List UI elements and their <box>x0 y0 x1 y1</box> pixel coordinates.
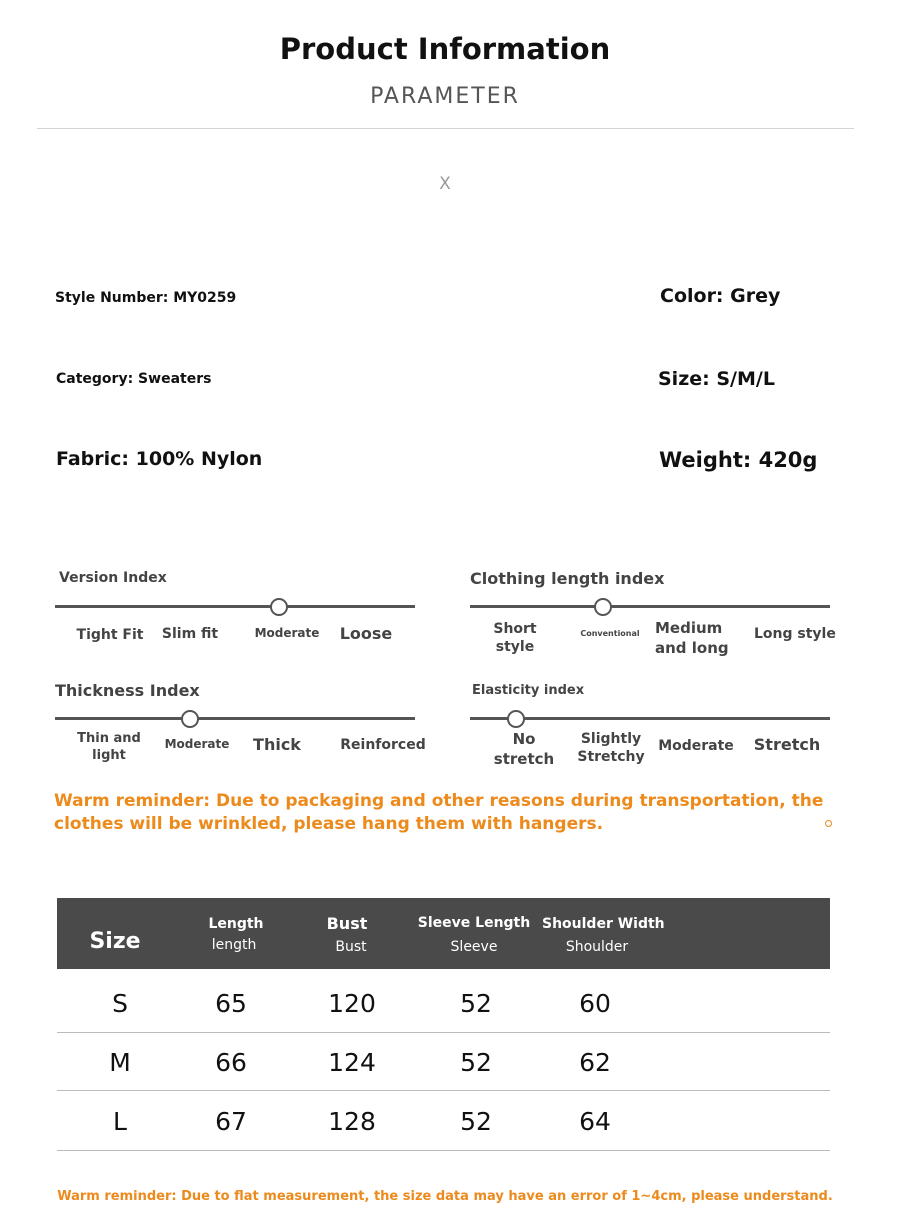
elasticity-option-stretch: Stretch <box>753 735 821 754</box>
elasticity-option-moderate: Moderate <box>658 738 734 754</box>
version-option-loose: Loose <box>339 624 393 643</box>
thickness-index-track <box>55 717 415 720</box>
col-shoulder-sub: Shoulder <box>565 939 629 955</box>
col-shoulder-label: Shoulder Width <box>542 916 665 932</box>
measurement-reminder: Warm reminder: Due to flat measurement, the size data may have an error of 1~4cm, please understand. <box>57 1189 833 1204</box>
page-subtitle: PARAMETER <box>370 84 520 109</box>
length-option-short: Short style <box>493 621 537 656</box>
decorative-dot-icon <box>825 820 832 827</box>
elasticity-option-slight: Slightly Stretchy <box>577 731 645 766</box>
table-cell-shoulder: 60 <box>579 989 611 1018</box>
table-cell-sleeve: 52 <box>460 1107 492 1136</box>
col-sleeve-sub: Sleeve <box>450 939 498 955</box>
version-index-title: Version Index <box>59 570 167 586</box>
length-index-knob <box>594 598 612 616</box>
table-cell-size: S <box>112 989 128 1018</box>
col-sleeve-label: Sleeve Length <box>417 915 531 931</box>
thickness-option-thin: Thin and light <box>77 731 141 763</box>
version-option-tight: Tight Fit <box>76 627 144 643</box>
table-cell-shoulder: 62 <box>579 1048 611 1077</box>
table-cell-sleeve: 52 <box>460 989 492 1018</box>
length-option-medium: Medium and long <box>655 619 729 657</box>
table-cell-size: L <box>113 1107 127 1136</box>
category-info: Category: Sweaters <box>56 371 212 387</box>
version-option-moderate: Moderate <box>254 626 320 640</box>
table-cell-bust: 128 <box>328 1107 376 1136</box>
close-mark: X <box>439 174 451 194</box>
table-row-divider <box>57 1032 830 1033</box>
table-cell-length: 66 <box>215 1048 247 1077</box>
color-info: Color: Grey <box>660 285 781 307</box>
header-divider <box>37 128 854 129</box>
table-row-divider <box>57 1090 830 1091</box>
table-cell-length: 67 <box>215 1107 247 1136</box>
version-index-track <box>55 605 415 608</box>
fabric-info: Fabric: 100% Nylon <box>56 448 263 470</box>
col-bust-label: Bust <box>326 914 368 933</box>
thickness-option-thick: Thick <box>253 735 301 754</box>
version-option-slim: Slim fit <box>161 626 219 642</box>
table-cell-bust: 124 <box>328 1048 376 1077</box>
weight-info: Weight: 420g <box>659 448 818 472</box>
page-title: Product Information <box>279 32 611 66</box>
table-cell-bust: 120 <box>328 989 376 1018</box>
thickness-index-knob <box>181 710 199 728</box>
version-index-knob <box>270 598 288 616</box>
size-table-header <box>57 898 830 969</box>
elasticity-index-knob <box>507 710 525 728</box>
col-size-label: Size <box>89 929 141 954</box>
col-length-sub: length <box>211 937 257 953</box>
table-cell-size: M <box>109 1048 131 1077</box>
style-number: Style Number: MY0259 <box>55 290 237 306</box>
elasticity-option-none: No stretch <box>493 730 555 768</box>
length-option-long: Long style <box>754 626 836 642</box>
length-option-conventional: Conventional <box>580 629 640 638</box>
elasticity-index-title: Elasticity index <box>472 683 585 698</box>
thickness-option-moderate: Moderate <box>164 737 230 751</box>
size-info: Size: S/M/L <box>658 368 775 390</box>
table-cell-length: 65 <box>215 989 247 1018</box>
table-cell-shoulder: 64 <box>579 1107 611 1136</box>
thickness-option-reinforced: Reinforced <box>340 737 426 753</box>
table-cell-sleeve: 52 <box>460 1048 492 1077</box>
length-index-track <box>470 605 830 608</box>
col-bust-sub: Bust <box>335 939 367 955</box>
col-length-label: Length <box>208 916 264 932</box>
length-index-title: Clothing length index <box>470 569 665 588</box>
thickness-index-title: Thickness Index <box>55 681 200 700</box>
packaging-reminder: Warm reminder: Due to packaging and other reasons during transportation, the clothes will be wrinkled, please hang them with hangers. <box>54 791 824 834</box>
table-row-divider <box>57 1150 830 1151</box>
